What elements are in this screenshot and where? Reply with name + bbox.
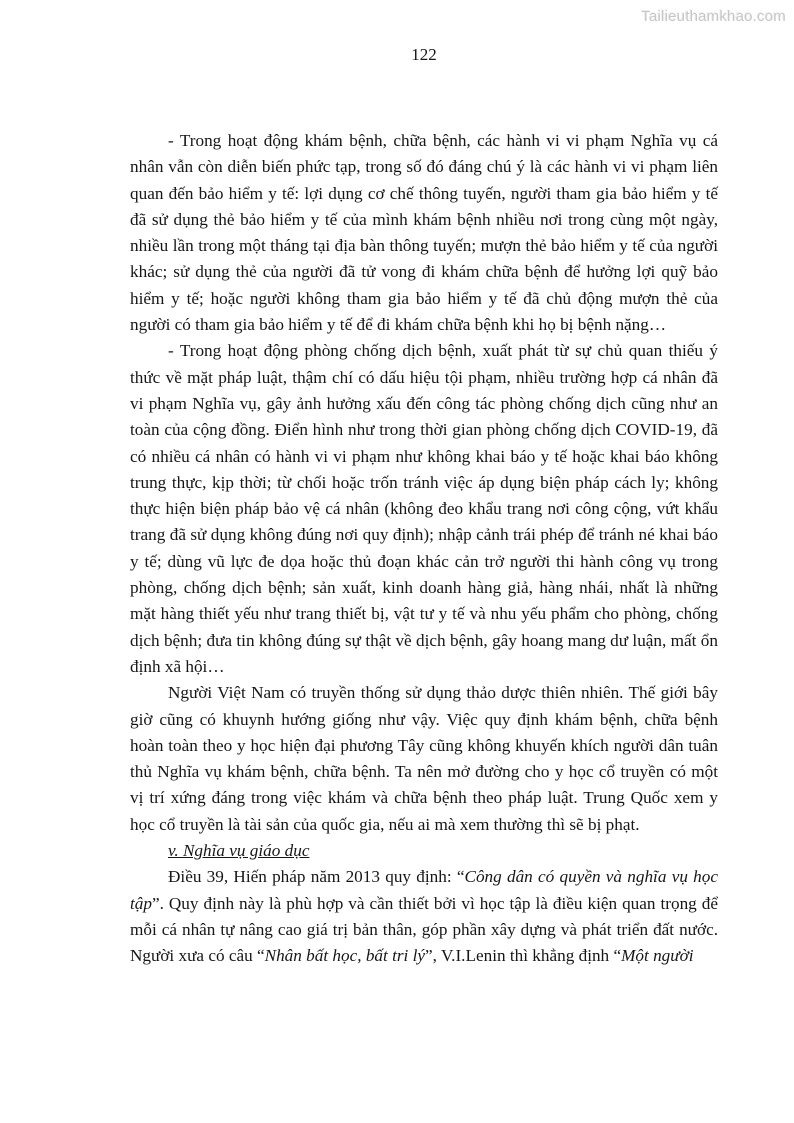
paragraph-epidemic-prevention-violations: - Trong hoạt động phòng chống dịch bệnh, xuất phát từ sự chủ quan thiếu ý thức về mặt pháp luật, thậm chí có dấu hiệu tội phạm, nhiều trường hợp cá nhân đã vi phạm Nghĩa vụ, gây ảnh hưởng xấu đến công tác phòng chống dịch cũng như an toàn của cộng đồng. Điển hình như trong thời gian phòng chống dịch COVID-19, đã có nhiều cá nhân có hành vi vi phạm như không khai báo y tế hoặc khai báo không trung thực, kịp thời; từ chối hoặc trốn tránh việc áp dụng biện pháp cách ly; không thực hiện biện pháp bảo vệ cá nhân (không đeo khẩu trang nơi công cộng, vứt khẩu trang đã sử dụng không đúng nơi quy định); nhập cảnh trái phép để tránh né khai báo y tế; dùng vũ lực đe dọa hoặc thủ đoạn khác cản trở người thi hành công vụ trong phòng, chống dịch bệnh; sản xuất, kinh doanh hàng giả, hàng nhái, nhất là những mặt hàng thiết yếu như trang thiết bị, vật tư y tế và nhu yếu phẩm cho phòng, chống dịch bệnh; đưa tin không đúng sự thật về dịch bệnh, gây hoang mang dư luận, mất ổn định xã hội… (130, 341, 718, 676)
watermark: Tailieuthamkhao.com (641, 8, 786, 25)
text-segment: ”. Quy định này là phù hợp và cần thiết bởi vì học tập là điều kiện quan trọng để mỗi cá nhân tự nâng cao giá trị bản thân, góp phần xây dựng và phát triển đất nước. Người xưa có câu “ (130, 893, 718, 966)
paragraph-education-duty (130, 864, 718, 969)
quote-proverb: Nhân bất học, bất tri lý (264, 946, 426, 966)
page-number: 122 (411, 45, 437, 64)
quote-constitution: Công dân có quyền và nghĩa vụ học tập (130, 867, 718, 913)
text-segment: Điều 39, Hiến pháp năm 2013 quy định: “ (168, 867, 465, 887)
paragraph-medical-insurance-violations: - Trong hoạt động khám bệnh, chữa bệnh, các hành vi vi phạm Nghĩa vụ cá nhân vẫn còn diễn biến phức tạp, trong số đó đáng chú ý là các hành vi vi phạm liên quan đến bảo hiểm y tế: lợi dụng cơ chế thông tuyến, người tham gia bảo hiểm y tế đã sử dụng thẻ bảo hiểm y tế của mình khám bệnh nhiều nơi trong cùng một ngày, nhiều lần trong một tháng tại địa bàn thông tuyến; mượn thẻ bảo hiểm y tế của người khác; sử dụng thẻ của người đã tử vong đi khám chữa bệnh để hưởng lợi quỹ bảo hiểm y tế; hoặc người không tham gia bảo hiểm y tế đã chủ động mượn thẻ của người có tham gia bảo hiểm y tế để đi khám chữa bệnh khi họ bị bệnh nặng… (130, 131, 718, 335)
section-heading-education-duty: v. Nghĩa vụ giáo dục (168, 841, 310, 861)
page-body (130, 128, 718, 970)
paragraph-traditional-medicine: Người Việt Nam có truyền thống sử dụng thảo dược thiên nhiên. Thế giới bây giờ cũng có khuynh hướng giống như vậy. Việc quy định khám bệnh, chữa bệnh hoàn toàn theo y học hiện đại phương Tây cũng không khuyến khích người dân tuân thủ Nghĩa vụ khám bệnh, chữa bệnh. Ta nên mở đường cho y học cổ truyền có một vị trí xứng đáng trong việc khám và chữa bệnh theo pháp luật. Trung Quốc xem y học cổ truyền là tài sản của quốc gia, nếu ai mà xem thường thì sẽ bị phạt. (130, 683, 718, 834)
quote-lenin: Một người (621, 946, 694, 966)
text-segment: ”, V.I.Lenin thì khẳng định “ (425, 946, 622, 966)
